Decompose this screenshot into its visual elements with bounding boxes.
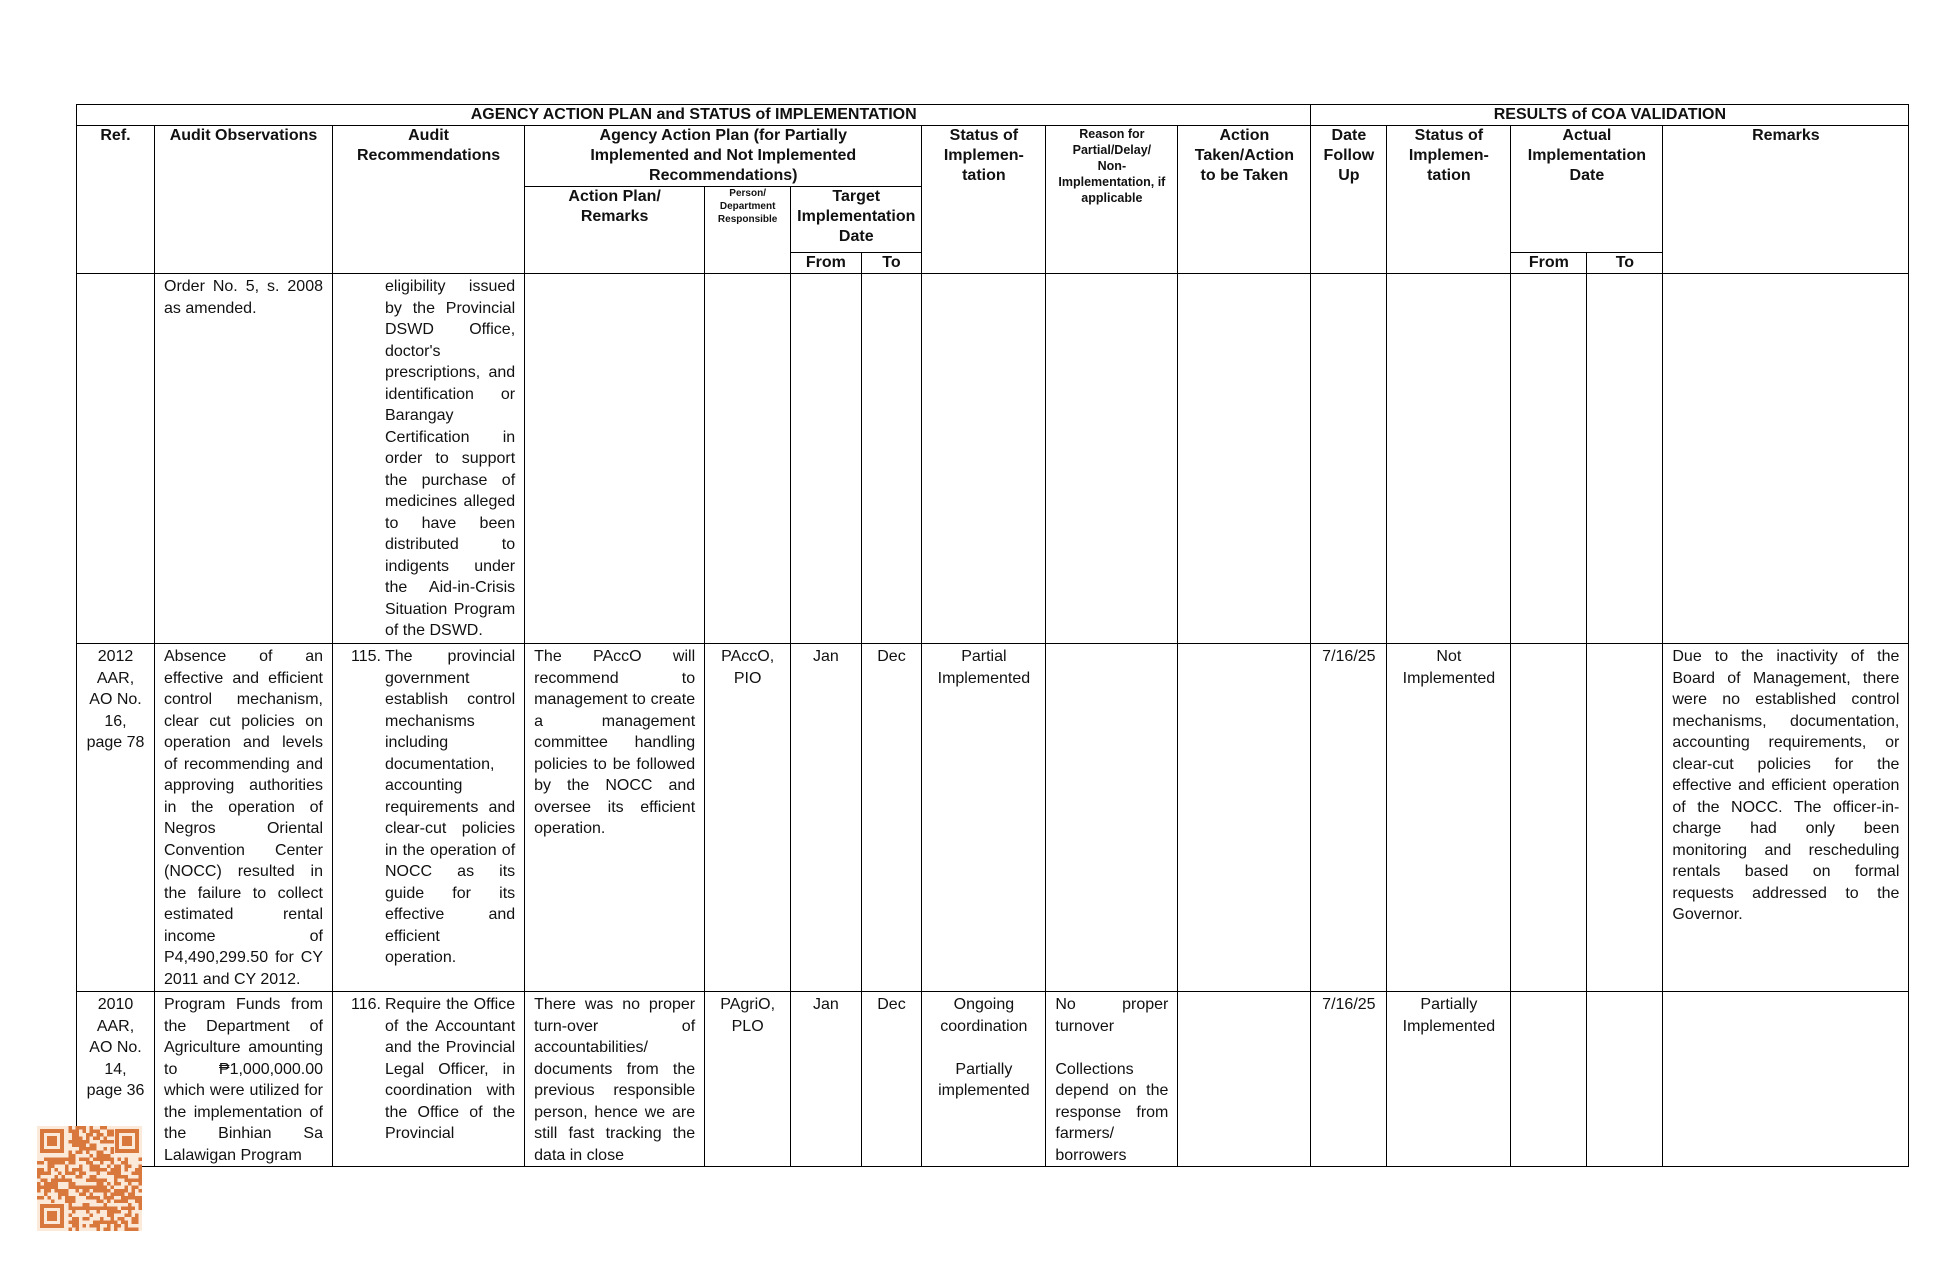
col-target-from: From (791, 253, 861, 274)
cell-target-from: Jan (812, 996, 839, 1013)
col-actual-from: From (1511, 253, 1587, 274)
col-audit-recommendations: Audit Recommendations (333, 126, 525, 274)
col-reason: Reason for Partial/Delay/ Non-Implementation, if applicable (1046, 126, 1178, 274)
cell-actual-to (1587, 274, 1662, 276)
cell-person (705, 274, 790, 276)
cell-target-to (862, 274, 922, 276)
cell-action-plan: There was no proper turn-over of accountabilities/ documents from the previous responsible person, hence we are still fast tracking the data in close (534, 996, 696, 1164)
cell-observation: Program Funds from the Department of Agriculture amounting to ₱1,000,000.00 which were utilized for the implementation of the Binhian Sa Lalawigan Program (164, 996, 323, 1164)
cell-ref: 2012 AAR, AO No. 16, page 78 (86, 648, 145, 751)
cell-rec-number: 115. (351, 648, 381, 665)
col-remarks: Remarks (1663, 126, 1909, 274)
agency-section-title: AGENCY ACTION PLAN and STATUS of IMPLEMENTATION (77, 105, 1311, 126)
cell-target-to: Dec (877, 996, 906, 1013)
action-plan-table (76, 104, 1909, 1167)
cell-status-coa (1387, 274, 1510, 276)
col-status-agency: Status of Implemen-tation (922, 126, 1046, 274)
cell-action-plan (525, 274, 704, 276)
cell-action-plan: The PAccO will recommend to management to create a management committee handling policies to be followed by the NOCC and oversee its efficient operation. (534, 648, 696, 837)
col-person-responsible: Person/ Department Responsible (705, 187, 791, 274)
cell-reason (1046, 274, 1177, 276)
cell-target-from: Jan (812, 648, 839, 665)
cell-action-taken (1178, 644, 1310, 646)
cell-date-follow-up (1311, 274, 1386, 276)
cell-rec-number: 116. (351, 996, 381, 1013)
cell-remarks (1663, 992, 1908, 994)
table-row (77, 274, 1909, 644)
cell-ref (77, 274, 154, 276)
table-row (77, 992, 1909, 1167)
cell-rec-number (333, 276, 381, 642)
cell-observation: Order No. 5, s. 2008 as amended. (164, 278, 323, 317)
cell-recommendation: Require the Office of the Accountant and the Provincial Legal Officer, in coordination with the Office of the Provincial (385, 996, 516, 1142)
cell-actual-from (1511, 274, 1586, 276)
col-actual-date: Actual Implementation Date (1511, 126, 1663, 253)
cell-action-taken (1178, 274, 1310, 276)
cell-reason (1046, 644, 1177, 646)
col-target-date: Target Implementation Date (791, 187, 922, 253)
cell-recommendation: The provincial government establish control mechanisms including documentation, accounting requirements and clear-cut policies in the operation of NOCC as its guide for its effective and efficient operation. (385, 648, 516, 966)
cell-remarks: Due to the inactivity of the Board of Management, there were no established control mechanisms, documentation, accounting requirements, or clear-cut policies for the effective and efficient operation of the NOCC. The officer-in-charge had only been monitoring and rescheduling rentals based on formal requests addressed to the Governor. (1672, 648, 1900, 923)
cell-status-agency (922, 274, 1045, 276)
cell-recommendation: eligibility issued by the Provincial DSWD Office, doctor's prescriptions, and identification or Barangay Certification in order to support the purchase of medicines alleged to have been distributed to indigents under the Aid-in-Crisis Situation Program of the DSWD. (385, 278, 516, 639)
cell-reason: No proper turnover Collections depend on the response from farmers/ borrowers (1055, 996, 1169, 1164)
cell-actual-to (1587, 644, 1662, 646)
cell-person: PAccO, PIO (721, 648, 775, 687)
table-row (77, 644, 1909, 992)
col-date-follow-up: Date Follow Up (1311, 126, 1387, 274)
cell-target-to: Dec (877, 648, 906, 665)
cell-status-agency: Ongoing coordination Partially implemented (938, 996, 1030, 1099)
col-action-taken: Action Taken/Action to be Taken (1178, 126, 1311, 274)
cell-actual-from (1511, 644, 1586, 646)
col-status-coa: Status of Implemen-tation (1387, 126, 1511, 274)
cell-status-agency: Partial Implemented (937, 648, 1031, 687)
cell-status-coa: Not Implemented (1402, 648, 1496, 687)
cell-ref: 2010 AAR, AO No. 14, page 36 (86, 996, 145, 1099)
cell-date-follow-up: 7/16/25 (1322, 996, 1376, 1013)
col-target-to: To (861, 253, 922, 274)
col-agency-action-plan: Agency Action Plan (for Partially Implemented and Not Implemented Recommendations) (525, 126, 922, 187)
col-action-plan-remarks: Action Plan/ Remarks (525, 187, 705, 274)
cell-person: PAgriO, PLO (720, 996, 776, 1035)
col-actual-to: To (1587, 253, 1663, 274)
cell-actual-to (1587, 992, 1662, 994)
coa-section-title: RESULTS of COA VALIDATION (1311, 105, 1909, 126)
cell-actual-from (1511, 992, 1586, 994)
qr-code-icon (37, 1126, 142, 1231)
cell-target-from (791, 274, 860, 276)
cell-action-taken (1178, 992, 1310, 994)
cell-remarks (1663, 274, 1908, 276)
cell-status-coa: Partially Implemented (1402, 996, 1496, 1035)
col-audit-observations: Audit Observations (155, 126, 333, 274)
cell-observation: Absence of an effective and efficient control mechanism, clear cut policies on operation and levels of recommending and approving authorities in the operation of Negros Oriental Convention Center (NOCC) resulted in the failure to collect estimated rental income of P4,490,299.50 for CY 2011 and CY 2012. (164, 648, 323, 988)
col-ref: Ref. (77, 126, 155, 274)
cell-date-follow-up: 7/16/25 (1322, 648, 1376, 665)
